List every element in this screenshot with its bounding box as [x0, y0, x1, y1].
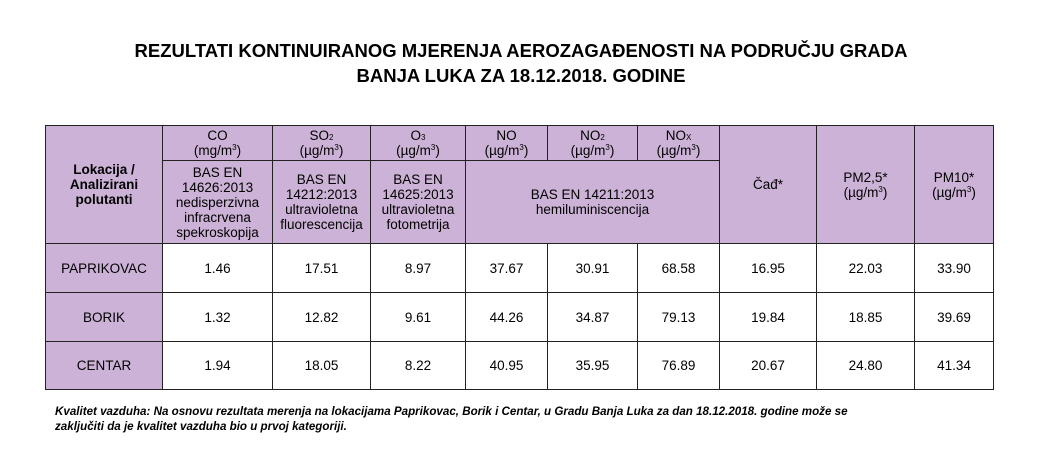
o3-method-line-1: BAS EN: [393, 172, 443, 187]
pm25-value: 24.80: [817, 342, 915, 390]
air-quality-note: [55, 404, 1005, 434]
co-header: [163, 126, 273, 161]
location-cell: BORIK: [46, 293, 163, 342]
nox-name: NOX: [665, 128, 692, 143]
o3-method-line-2: 14625:2013: [382, 187, 454, 202]
o3-value: 8.97: [371, 244, 466, 293]
note-line-1: Kvalitet vazduha: Na osnovu rezultata merenja na lokacijama Paprikovac, Borik i Centar, u Gradu Banja Luka za dan 18.12.2018. godine može se: [55, 405, 848, 418]
nox-method: [466, 161, 720, 244]
cad-value: 19.84: [720, 293, 817, 342]
so2-value: 18.05: [273, 342, 371, 390]
pm25-value: 22.03: [817, 244, 915, 293]
pm10-value: 33.90: [915, 244, 994, 293]
table-row: [46, 293, 994, 342]
nox-method-line-1: BAS EN 14211:2013: [530, 187, 655, 202]
nox-value: 68.58: [638, 244, 720, 293]
nox-value: 76.89: [638, 342, 720, 390]
o3-value: 9.61: [371, 293, 466, 342]
table-row: [46, 342, 994, 390]
no2-name: NO2: [580, 128, 605, 143]
so2-method-line-3: ultravioletna: [285, 202, 358, 217]
o3-method-line-4: fotometrija: [386, 217, 450, 232]
co-method: [163, 161, 273, 244]
o3-value: 8.22: [371, 342, 466, 390]
co-method-line-1: BAS EN: [192, 164, 243, 180]
so2-method-line-1: BAS EN: [296, 172, 347, 187]
so2-header: [273, 126, 371, 161]
nox-value: 79.13: [638, 293, 720, 342]
co-value: 1.46: [163, 244, 273, 293]
note-line-2: zaključiti da je kvalitet vazduha bio u prvoj kategoriji.: [55, 420, 347, 433]
title-line-2: BANJA LUKA ZA 18.12.2018. GODINE: [356, 65, 686, 86]
co-method-line-2: 14626:2013: [181, 179, 254, 195]
pm10-value: 41.34: [915, 342, 994, 390]
no2-value: 34.87: [548, 293, 638, 342]
pm10-name: PM10*: [933, 169, 975, 185]
location-cell: PAPRIKOVAC: [46, 244, 163, 293]
cad-value: 20.67: [720, 342, 817, 390]
no2-value: 30.91: [548, 244, 638, 293]
co-method-line-3: nedisperzivna: [175, 194, 260, 210]
location-header: [46, 126, 163, 244]
nox-unit: $(\mu g/m^3)$: [656, 143, 701, 158]
pm10-value: 39.69: [915, 293, 994, 342]
no-value: 40.95: [466, 342, 548, 390]
pm25-unit: $(\mu g/m^3)$: [843, 184, 888, 200]
no-value: 44.26: [466, 293, 548, 342]
co-unit: $(mg/m^3)$: [193, 143, 242, 158]
co-name: CO: [207, 128, 228, 143]
so2-value: 12.82: [273, 293, 371, 342]
no2-header: [548, 126, 638, 161]
cad-name: Čađ*: [752, 177, 784, 192]
so2-name: SO2: [309, 128, 334, 143]
o3-header: [371, 126, 466, 161]
o3-method: [371, 161, 466, 244]
pm25-name: PM2,5*: [843, 169, 888, 185]
no-header: [466, 126, 548, 161]
nox-method-line-2: hemiluminiscencija: [535, 202, 650, 217]
no-unit: $(\mu g/m^3)$: [484, 143, 529, 158]
o3-unit: $(\mu g/m^3)$: [396, 143, 440, 158]
no2-unit: $(\mu g/m^3)$: [570, 143, 615, 158]
page-title: [0, 38, 1042, 88]
so2-method: [273, 161, 371, 244]
nox-header: [638, 126, 720, 161]
no-name: NO: [496, 128, 517, 143]
cad-value: 16.95: [720, 244, 817, 293]
location-header-line-3: polutanti: [75, 192, 133, 207]
o3-method-line-3: ultravioletna: [381, 202, 455, 217]
pm10-header: [915, 126, 994, 244]
pm25-value: 18.85: [817, 293, 915, 342]
co-value: 1.94: [163, 342, 273, 390]
header-row-units: [46, 126, 994, 161]
co-value: 1.32: [163, 293, 273, 342]
cad-header: [720, 126, 817, 244]
location-cell: CENTAR: [46, 342, 163, 390]
pm10-unit: $(\mu g/m^3)$: [932, 184, 976, 200]
table-row: [46, 244, 994, 293]
so2-unit: $(\mu g/m^3)$: [299, 143, 344, 158]
location-header-line-1: Lokacija /: [73, 162, 135, 177]
air-quality-table: [45, 125, 994, 390]
so2-method-line-4: fluorescencija: [280, 217, 363, 232]
co-method-line-5: spekroskopija: [176, 224, 259, 240]
no-value: 37.67: [466, 244, 548, 293]
pm25-header: [817, 126, 915, 244]
o3-name: O3: [410, 128, 426, 143]
title-line-1: REZULTATI KONTINUIRANOG MJERENJA AEROZAGAĐENOSTI NA PODRUČJU GRADA: [134, 40, 908, 61]
so2-method-line-2: 14212:2013: [285, 187, 358, 202]
no2-value: 35.95: [548, 342, 638, 390]
location-header-line-2: Analizirani: [69, 177, 139, 192]
so2-value: 17.51: [273, 244, 371, 293]
co-method-line-4: infracrvena: [184, 209, 251, 225]
